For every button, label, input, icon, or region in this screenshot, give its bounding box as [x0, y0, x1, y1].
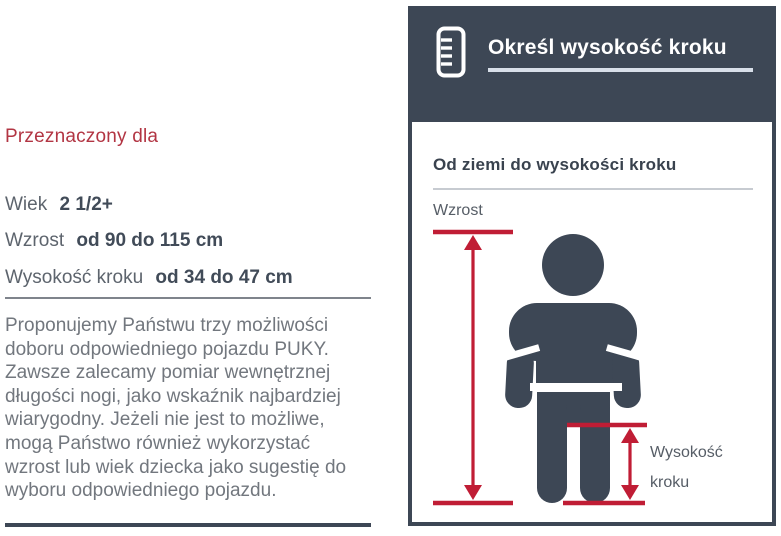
ruler-icon	[436, 26, 466, 78]
height-label: Wzrost	[433, 202, 483, 219]
spec-value: 2 1/2+	[59, 194, 113, 215]
spec-label: Wzrost	[5, 230, 65, 251]
bottom-divider	[5, 523, 371, 527]
diagram-subtitle: Od ziemi do wysokości kroku	[433, 155, 677, 174]
title-underline	[488, 68, 753, 72]
spec-value: od 90 do 115 cm	[76, 230, 224, 251]
section-heading: Przeznaczony dla	[5, 126, 159, 147]
step-height-label-line2: kroku	[650, 474, 690, 491]
spec-row-step-height	[5, 267, 293, 289]
card-title: Określ wysokość kroku	[488, 36, 727, 59]
spec-row-age	[5, 194, 113, 216]
description-text: Proponujemy Państwu trzy możliwości doboru odpowiedniego pojazdu PUKY. Zawsze zalecamy pomiar wewnętrznej długości nogi, jako wskaźnik najbardziej wiarygodny. Jeżeli nie jest to możliwe, mogą Państwo również wykorzystać wzrost lub wiek dziecka jako sugestię do wyboru odpowiedniego pojazdu.	[5, 315, 347, 502]
fit-info-panel	[5, 0, 376, 536]
step-height-label-line1: Wysokość	[650, 444, 723, 461]
step-height-card	[408, 6, 776, 526]
card-header	[408, 6, 776, 122]
person-figure	[505, 234, 642, 503]
card-body	[408, 122, 776, 526]
divider	[5, 297, 371, 299]
spec-label: Wiek	[5, 194, 48, 215]
height-measure-arrow	[433, 232, 513, 503]
spec-row-height	[5, 230, 223, 252]
spec-value: od 34 do 47 cm	[155, 267, 293, 288]
spec-label: Wysokość kroku	[5, 267, 144, 288]
